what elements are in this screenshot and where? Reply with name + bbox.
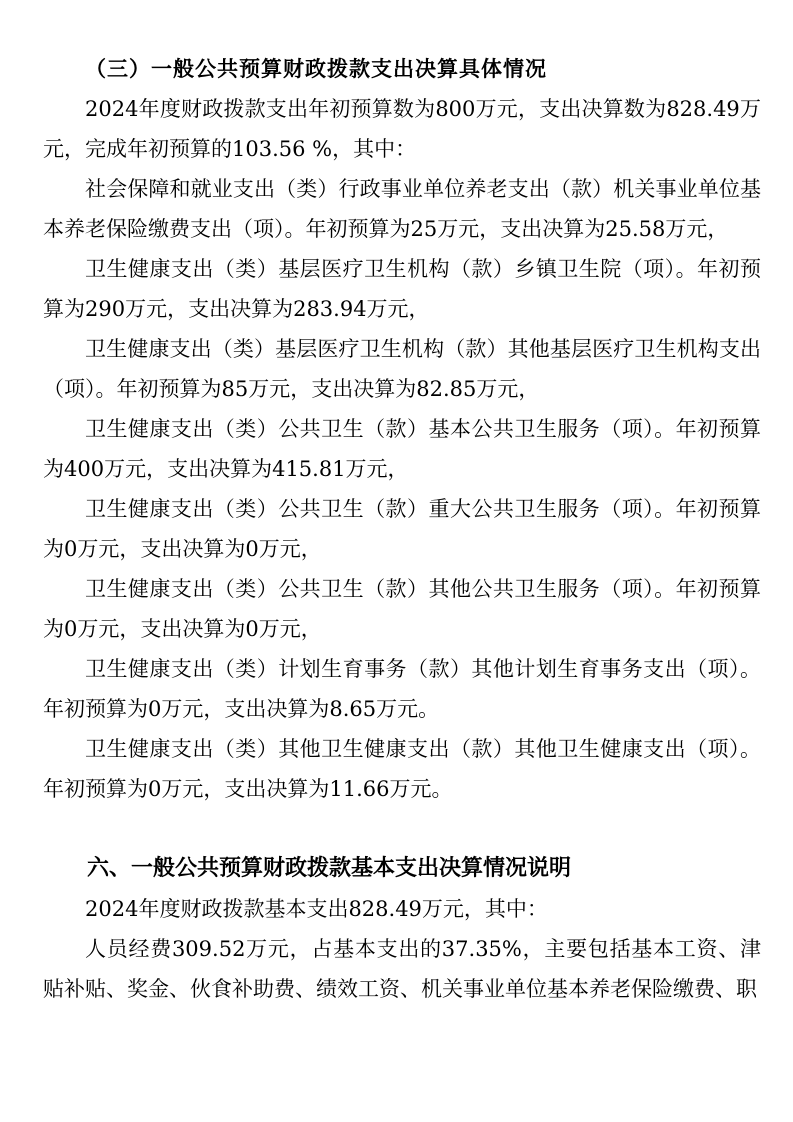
paragraph-social-security-pension: 社会保障和就业支出（类）行政事业单位养老支出（款）机关事业单位基本养老保险缴费支出（项）。年初预算为25万元，支出决算为25.58万元，	[43, 177, 761, 241]
paragraph-family-planning: 卫生健康支出（类）计划生育事务（款）其他计划生育事务支出（项）。年初预算为0万元，支出决算为8.65万元。	[43, 657, 761, 721]
paragraph-other-public-health: 卫生健康支出（类）公共卫生（款）其他公共卫生服务（项）。年初预算为0万元，支出决算为0万元，	[43, 577, 761, 641]
paragraph-basic-expenditure-total: 2024年度财政拨款基本支出828.49万元，其中：	[85, 897, 548, 921]
section-heading-basic-expenditure: 六、一般公共预算财政拨款基本支出决算情况说明	[87, 856, 572, 881]
paragraph-other-health-expenditure: 卫生健康支出（类）其他卫生健康支出（款）其他卫生健康支出（项）。年初预算为0万元，支出决算为11.66万元。	[43, 737, 761, 801]
paragraph-overview: 2024年度财政拨款支出年初预算数为800万元，支出决算数为828.49万元，完成年初预算的103.56 %，其中：	[43, 97, 761, 161]
paragraph-major-public-health: 卫生健康支出（类）公共卫生（款）重大公共卫生服务（项）。年初预算为0万元，支出决算为0万元，	[43, 497, 761, 561]
paragraph-other-grassroots-medical: 卫生健康支出（类）基层医疗卫生机构（款）其他基层医疗卫生机构支出（项）。年初预算为85万元，支出决算为82.85万元，	[43, 337, 761, 401]
paragraph-personnel-funds: 人员经费309.52万元，占基本支出的37.35%，主要包括基本工资、津贴补贴、奖金、伙食补助费、绩效工资、机关事业单位基本养老保险缴费、职	[43, 937, 761, 1001]
section-heading-expenditure-details: （三）一般公共预算财政拨款支出决算具体情况	[85, 56, 547, 81]
paragraph-township-health-center: 卫生健康支出（类）基层医疗卫生机构（款）乡镇卫生院（项）。年初预算为290万元，支出决算为283.94万元，	[43, 257, 761, 321]
paragraph-basic-public-health: 卫生健康支出（类）公共卫生（款）基本公共卫生服务（项）。年初预算为400万元，支出决算为415.81万元，	[43, 417, 761, 481]
